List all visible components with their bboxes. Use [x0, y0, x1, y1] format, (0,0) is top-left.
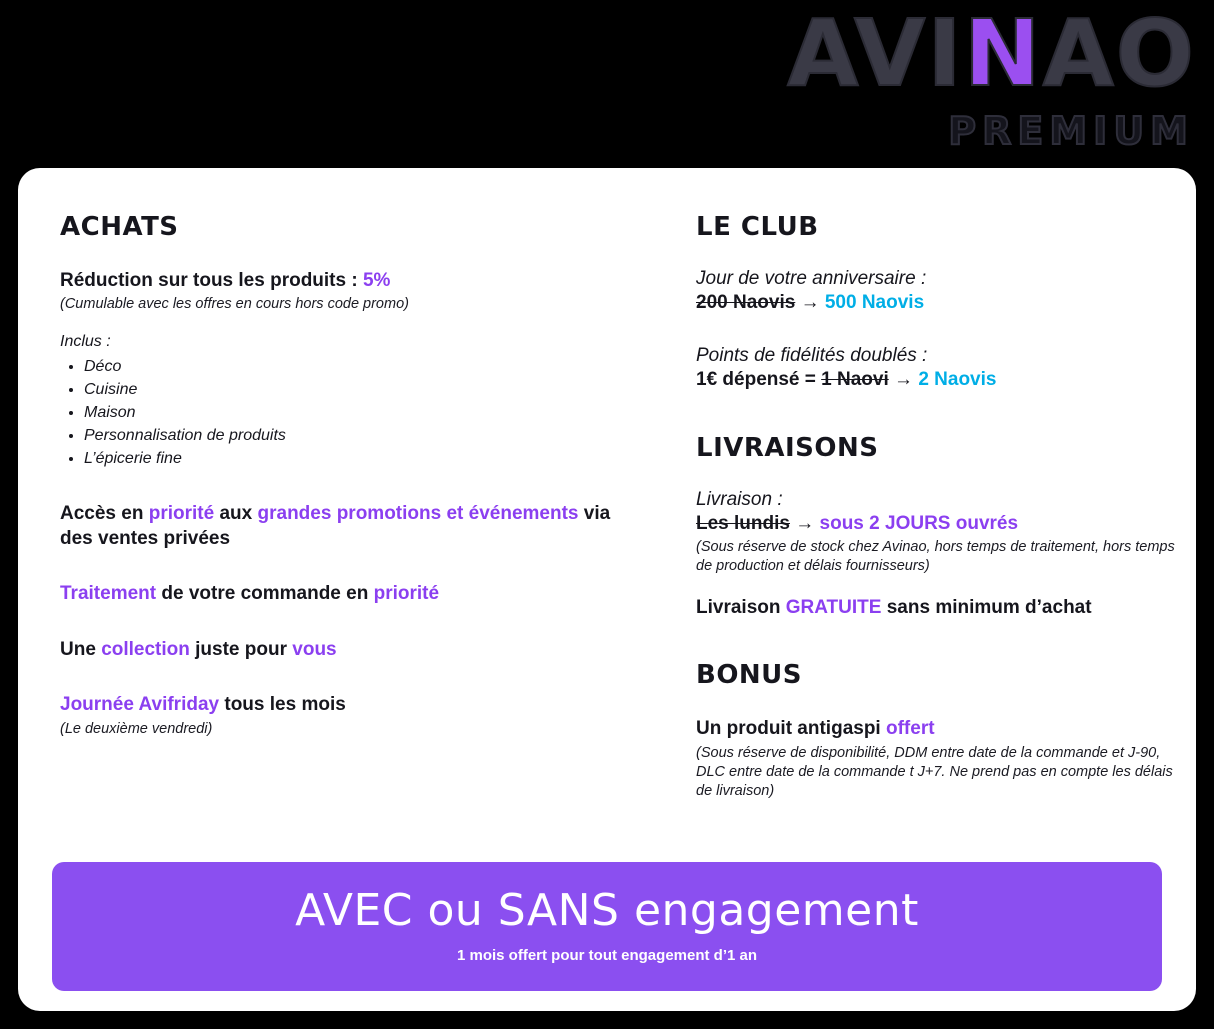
section-title-livraisons: LIVRAISONS [696, 432, 879, 463]
anniversaire-label: Jour de votre anniversaire : [696, 268, 927, 289]
livraison-note: (Sous réserve de stock chez Avinao, hors temps de traitement, hors temps de production et délais fournisseurs) [696, 539, 1175, 575]
collection-line [60, 637, 620, 662]
livraison-gratuite-line [696, 595, 1176, 620]
header-bar [0, 0, 1214, 168]
banner-title: AVEC ou SANS engagement [295, 885, 919, 936]
collection-vous: vous [292, 638, 337, 660]
spacer [60, 662, 620, 692]
bonus-note: (Sous réserve de disponibilité, DDM entre date de la commande et J-90, DLC entre date de la commande t J+7. Ne prend pas en compte les délais de livraison) [696, 744, 1173, 799]
column-club-livraisons-bonus [696, 212, 1176, 801]
reduction-note: (Cumulable avec les offres en cours hors code promo) [60, 296, 409, 313]
reduction-label: Réduction sur tous les produits : [60, 270, 358, 291]
arrow-icon: → [894, 369, 914, 391]
traitement-word: Traitement [60, 583, 157, 605]
brand-logo [776, 0, 1196, 158]
gratuite-part3: sans minimum d’achat [881, 596, 1092, 618]
points-new: 2 Naovis [918, 369, 997, 391]
collection-part1: Une [60, 638, 102, 660]
inclus-list [60, 355, 620, 471]
gratuite-word: GRATUITE [785, 596, 882, 618]
inclus-label: Inclus : [60, 332, 111, 350]
arrow-icon: → [800, 292, 820, 313]
livraison-values [696, 511, 1176, 536]
section-title-bonus: BONUS [696, 660, 803, 691]
anniversaire-new: 500 Naovis [824, 292, 925, 313]
logo-wordmark [787, 0, 1196, 107]
columns-wrapper [18, 168, 1196, 868]
traitement-line [60, 581, 620, 606]
anniversaire-old: 200 Naovis [696, 292, 796, 313]
list-item: • Personnalisation de produits [84, 424, 620, 447]
section-title-achats: ACHATS [60, 212, 179, 242]
points-old: 1 Naovi [821, 369, 889, 391]
logo-subtitle: PREMIUM [948, 109, 1194, 153]
acces-part3: aux [214, 502, 258, 524]
logo-part2: AO [1042, 0, 1196, 107]
acces-priorite-line [60, 501, 620, 552]
logo-part1: AVI [787, 0, 964, 107]
spacer [696, 620, 1176, 660]
traitement-priorite: priorité [373, 583, 440, 605]
list-item: • Cuisine [84, 378, 620, 401]
section-title-club: LE CLUB [696, 212, 819, 242]
livraison-new: sous 2 JOURS ouvrés [819, 512, 1019, 534]
acces-part5: via des ventes privées [60, 502, 611, 549]
avifriday-note: (Le deuxième vendredi) [60, 720, 213, 737]
bonus-offert: offert [886, 718, 935, 740]
points-prefix: 1€ dépensé = [696, 369, 822, 391]
benefits-card [18, 168, 1196, 1011]
spacer [60, 471, 620, 501]
spacer [60, 315, 620, 333]
list-item: • L’épicerie fine [84, 447, 620, 470]
collection-word: collection [101, 638, 190, 660]
points-values [696, 367, 1176, 392]
bonus-produit-line [696, 716, 1176, 741]
spacer [696, 393, 1176, 433]
reduction-value: 5% [362, 270, 391, 291]
bonus-part1: Un produit antigaspi [696, 718, 886, 740]
column-achats [60, 212, 620, 739]
gratuite-part1: Livraison [696, 596, 786, 618]
collection-part3: juste pour [189, 638, 293, 660]
list-item: • Déco [84, 355, 620, 378]
acces-promotions: grandes promotions et événements [257, 502, 579, 524]
spacer [60, 551, 620, 581]
banner-subtitle: 1 mois offert pour tout engagement d’1 an [456, 947, 758, 964]
anniversaire-values [696, 290, 1176, 315]
list-item: • Maison [84, 401, 620, 424]
traitement-mid: de votre commande en [156, 583, 374, 605]
acces-priorite: priorité [148, 502, 215, 524]
spacer [60, 607, 620, 637]
arrow-icon: → [795, 512, 815, 534]
avifriday-rest: tous les mois [219, 694, 346, 716]
engagement-banner [52, 862, 1162, 991]
logo-highlight-letter: N [963, 0, 1043, 107]
livraison-label: Livraison : [696, 488, 783, 510]
reduction-line [60, 268, 620, 293]
spacer [696, 577, 1176, 595]
avifriday-line [60, 692, 620, 717]
points-label: Points de fidélités doublés : [696, 345, 928, 367]
livraison-old: Les lundis [696, 512, 790, 534]
spacer [696, 315, 1176, 345]
avifriday-word: Journée Avifriday [60, 694, 220, 716]
acces-part1: Accès en [60, 502, 149, 524]
